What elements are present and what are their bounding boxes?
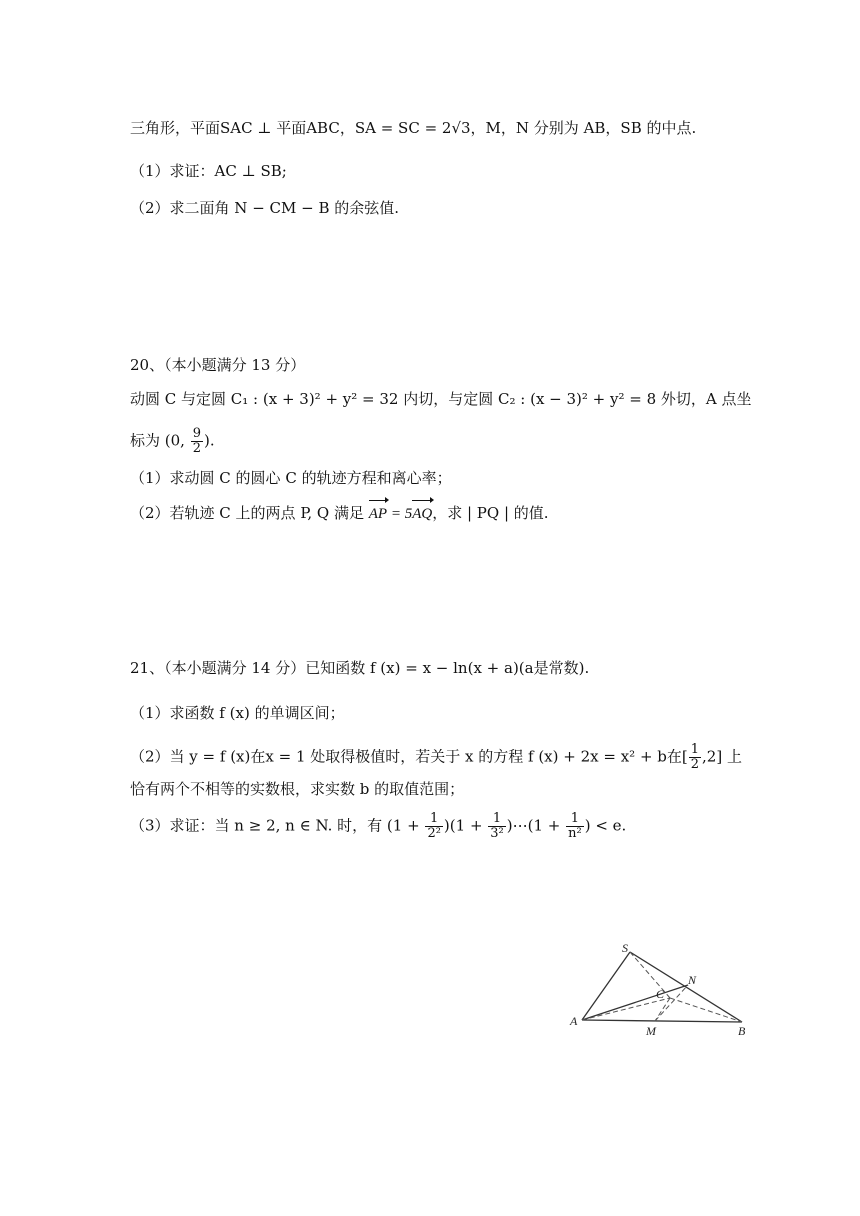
- fraction-numerator: 9: [192, 426, 201, 441]
- edge-cb: [670, 998, 742, 1022]
- fraction: [191, 427, 203, 456]
- edge-sb: [630, 952, 742, 1022]
- fraction-numerator: 1: [690, 742, 700, 757]
- text-segment: ，求 | PQ | 的值.: [432, 504, 549, 522]
- problem19-part2: （2）求二面角 N − CM − B 的余弦值.: [130, 199, 400, 217]
- fraction-denominator: 2: [690, 757, 700, 772]
- problem19-text: 三角形，平面SAC ⊥ 平面ABC，SA = SC = 2√3，M，N 分别为 AB，SB 的中点.: [130, 119, 697, 137]
- fraction-numerator: 1: [425, 812, 442, 827]
- label-c: C: [656, 987, 665, 1001]
- label-s: S: [622, 941, 628, 955]
- fraction-numerator: 1: [488, 812, 505, 827]
- fraction: [425, 812, 442, 841]
- pyramid-figure: [560, 940, 760, 1045]
- edge-cm: [655, 998, 670, 1021]
- fraction: [689, 743, 701, 772]
- text-segment: )(1 +: [443, 816, 488, 835]
- problem21-part3: [130, 812, 800, 841]
- fraction-denominator: 2²: [427, 826, 441, 841]
- problem21-heading: 21、（本小题满分 14 分）已知函数 f (x) = x − ln(x + a)(a是常数).: [130, 659, 590, 677]
- problem21-part1: （1）求函数 f (x) 的单调区间；: [130, 704, 345, 722]
- problem20-part2: [130, 502, 800, 525]
- fraction-denominator: n²: [568, 826, 582, 841]
- problem19-part1: （1）求证：AC ⊥ SB;: [130, 162, 287, 180]
- vector-ap: AP: [369, 503, 387, 525]
- problem21-part2: [130, 743, 800, 772]
- text-segment: （2）若轨迹 C 上的两点 P, Q 满足: [130, 504, 369, 522]
- fraction-denominator: 3²: [490, 826, 504, 841]
- label-m: M: [646, 1024, 656, 1038]
- label-a: A: [570, 1014, 578, 1028]
- problem20-point-a: [130, 427, 800, 456]
- problem21-part2-cont: 恰有两个不相等的实数根，求实数 b 的取值范围；: [130, 780, 465, 798]
- fraction: [488, 812, 505, 841]
- vector-aq: AQ: [412, 503, 432, 525]
- text-segment: 标为 (0,: [130, 431, 190, 450]
- text-segment: = 5: [387, 506, 413, 522]
- edge-ab: [582, 1020, 742, 1022]
- text-segment: )⋯(1 +: [506, 816, 566, 835]
- label-n: N: [688, 973, 697, 987]
- fraction-denominator: 2: [192, 441, 201, 456]
- text-segment: ) < e.: [584, 816, 627, 835]
- label-b: B: [738, 1024, 746, 1038]
- fraction-numerator: 1: [566, 812, 584, 827]
- text-segment: （2）当 y = f (x)在x = 1 处取得极值时，若关于 x 的方程 f (x) + 2x = x² + b在[: [130, 747, 688, 766]
- fraction: [566, 812, 584, 841]
- problem20-part1: （1）求动圆 C 的圆心 C 的轨迹方程和离心率；: [130, 469, 452, 487]
- problem20-heading: 20、（本小题满分 13 分）: [130, 356, 306, 374]
- text-segment: ).: [203, 431, 215, 450]
- text-segment: （3）求证：当 n ≥ 2, n ∈ N. 时，有 (1 +: [130, 816, 425, 835]
- problem20-statement: 动圆 C 与定圆 C₁ : (x + 3)² + y² = 32 内切，与定圆 C₂ : (x − 3)² + y² = 8 外切，A 点坐: [130, 390, 752, 408]
- text-segment: ,2] 上: [702, 747, 742, 766]
